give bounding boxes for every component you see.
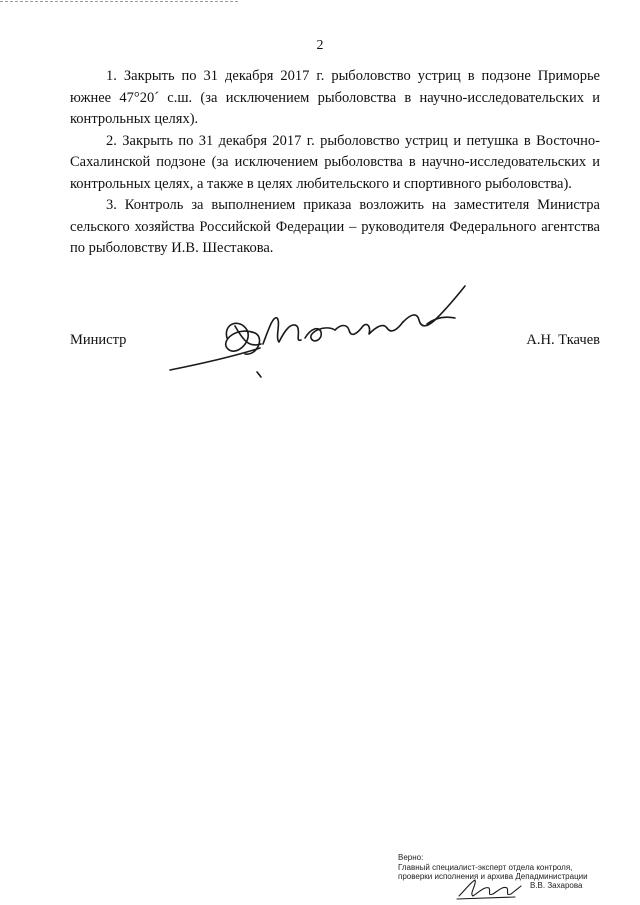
scan-top-edge-line	[0, 1, 238, 2]
order-item-1: 1. Закрыть по 31 декабря 2017 г. рыболовство устриц в подзоне Приморье южнее 47°20´ с.ш. (за исключением рыболовства в научно-исследовательских и контрольных целях).	[70, 68, 600, 127]
order-body	[70, 66, 600, 260]
signatory-title: Министр	[70, 332, 127, 348]
order-item-2: 2. Закрыть по 31 декабря 2017 г. рыболовство устриц и петушка в Восточно-Сахалинской подзоне (за исключением рыболовства в научно-исследовательских и контрольных целях, а также в целях любительского и спортивного рыболовства).	[70, 132, 600, 192]
order-item-3: 3. Контроль за выполнением приказа возложить на заместителя Министра сельского хозяйства Российской Федерации – руководителя Федерального агентства по рыболовству И.В. Шестакова.	[70, 197, 600, 256]
certification-department-line: проверки исполнения и архива Депадминистрации	[398, 872, 588, 881]
page-number: 2	[316, 38, 324, 53]
certification-label: Верно:	[398, 853, 424, 862]
certifier-name: В.В. Захарова	[530, 881, 583, 890]
certifier-signature-icon	[455, 874, 525, 902]
handwritten-signature-icon	[165, 278, 485, 388]
signatory-name: А.Н. Ткачев	[526, 332, 600, 348]
certification-position-line: Главный специалист-эксперт отдела контроля,	[398, 862, 573, 872]
